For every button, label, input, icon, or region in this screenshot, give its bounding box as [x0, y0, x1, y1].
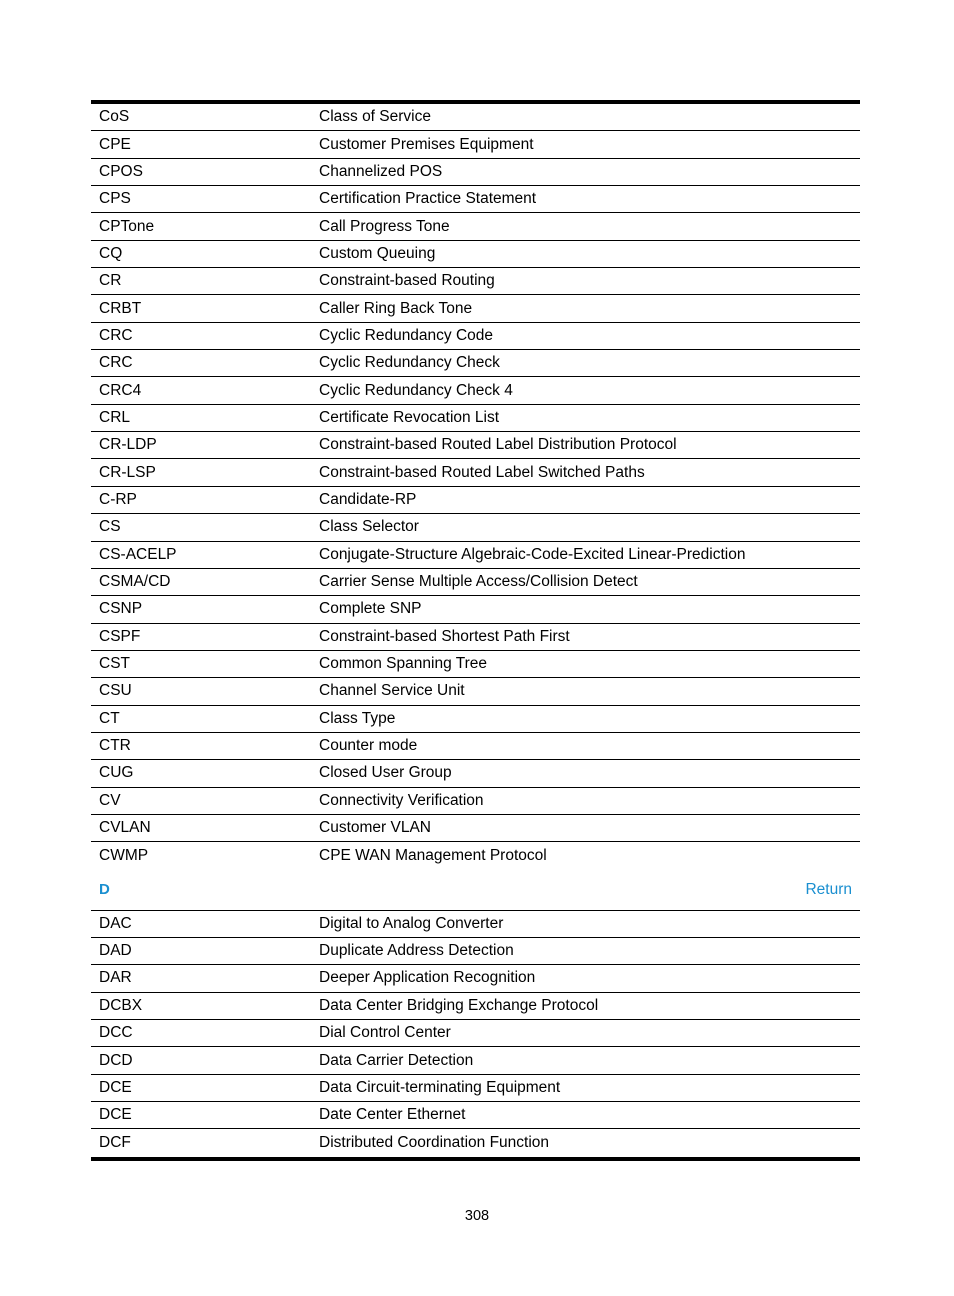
- table-row: [91, 596, 860, 623]
- table-row: [91, 377, 860, 404]
- acronym-cell: DCC: [99, 1024, 133, 1042]
- table-row: [91, 733, 860, 760]
- acronym-cell: CSPF: [99, 627, 141, 645]
- table-row: [91, 993, 860, 1020]
- table-row: [91, 241, 860, 268]
- table-row: [91, 131, 860, 158]
- acronym-cell: DAD: [99, 942, 132, 960]
- definition-cell: Customer VLAN: [319, 819, 431, 837]
- acronym-cell: DCE: [99, 1106, 132, 1124]
- definition-cell: Call Progress Tone: [319, 217, 450, 235]
- return-link[interactable]: Return: [805, 880, 852, 898]
- table-row: [91, 760, 860, 787]
- acronym-cell: CV: [99, 791, 121, 809]
- table-row: [91, 938, 860, 965]
- acronym-cell: CS: [99, 518, 121, 536]
- table-row: [91, 788, 860, 815]
- definition-cell: CPE WAN Management Protocol: [319, 846, 547, 864]
- acronym-cell: C-RP: [99, 490, 137, 508]
- acronym-cell: DCBX: [99, 996, 143, 1014]
- table-row: [91, 1020, 860, 1047]
- table-row: [91, 569, 860, 596]
- definition-cell: Dial Control Center: [319, 1024, 451, 1042]
- table-row: [91, 159, 860, 186]
- definition-cell: Distributed Coordination Function: [319, 1134, 550, 1152]
- acronym-cell: DAC: [99, 914, 132, 932]
- acronym-group-c: [91, 104, 860, 870]
- acronym-cell: CSU: [99, 682, 132, 700]
- section-header-d: [91, 870, 860, 911]
- definition-cell: Common Spanning Tree: [319, 655, 488, 673]
- table-row: [91, 487, 860, 514]
- definition-cell: Channelized POS: [319, 162, 443, 180]
- acronym-cell: CVLAN: [99, 819, 151, 837]
- acronym-cell: DCE: [99, 1078, 132, 1096]
- definition-cell: Constraint-based Routing: [319, 272, 495, 290]
- acronym-cell: CR-LDP: [99, 436, 157, 454]
- definition-cell: Channel Service Unit: [319, 682, 465, 700]
- table-row: [91, 459, 860, 486]
- acronym-cell: DCF: [99, 1134, 131, 1152]
- definition-cell: Constraint-based Shortest Path First: [319, 627, 570, 645]
- acronym-cell: CPTone: [99, 217, 155, 235]
- table-row: [91, 1075, 860, 1102]
- acronym-cell: CUG: [99, 764, 134, 782]
- definition-cell: Class Type: [319, 709, 396, 727]
- definition-cell: Class of Service: [319, 108, 431, 126]
- page-number: 308: [464, 1208, 490, 1224]
- definition-cell: Data Carrier Detection: [319, 1051, 474, 1069]
- table-row: [91, 104, 860, 131]
- acronym-cell: CPS: [99, 190, 131, 208]
- table-row: [91, 1102, 860, 1129]
- table-row: [91, 405, 860, 432]
- table-row: [91, 706, 860, 733]
- definition-cell: Duplicate Address Detection: [319, 942, 514, 960]
- table-row: [91, 678, 860, 705]
- acronym-cell: CRC4: [99, 381, 142, 399]
- acronym-cell: CT: [99, 709, 120, 727]
- acronym-cell: CRBT: [99, 299, 142, 317]
- definition-cell: Constraint-based Routed Label Switched Paths: [319, 463, 645, 481]
- section-letter: D: [99, 881, 110, 899]
- definition-cell: Connectivity Verification: [319, 791, 484, 809]
- definition-cell: Customer Premises Equipment: [319, 135, 534, 153]
- table-row: [91, 542, 860, 569]
- acronym-cell: CoS: [99, 108, 130, 126]
- table-row: [91, 350, 860, 377]
- table-row: [91, 1129, 860, 1156]
- definition-cell: Counter mode: [319, 737, 418, 755]
- definition-cell: Deeper Application Recognition: [319, 969, 536, 987]
- definition-cell: Complete SNP: [319, 600, 422, 618]
- table-row: [91, 911, 860, 938]
- table-row: [91, 842, 860, 869]
- definition-cell: Conjugate-Structure Algebraic-Code-Excited Linear-Prediction: [319, 545, 746, 563]
- acronym-cell: CR-LSP: [99, 463, 156, 481]
- acronym-cell: CSNP: [99, 600, 143, 618]
- acronym-cell: CQ: [99, 244, 123, 262]
- acronym-cell: CRC: [99, 354, 133, 372]
- acronym-group-d: [91, 911, 860, 1157]
- definition-cell: Data Center Bridging Exchange Protocol: [319, 996, 599, 1014]
- table-row: [91, 432, 860, 459]
- table-row: [91, 1047, 860, 1074]
- acronym-table: [91, 100, 860, 1161]
- definition-cell: Date Center Ethernet: [319, 1106, 466, 1124]
- table-row: [91, 651, 860, 678]
- acronym-cell: CST: [99, 655, 130, 673]
- table-row: [91, 186, 860, 213]
- table-row: [91, 268, 860, 295]
- definition-cell: Candidate-RP: [319, 490, 417, 508]
- definition-cell: Class Selector: [319, 518, 419, 536]
- table-row: [91, 965, 860, 992]
- table-row: [91, 624, 860, 651]
- acronym-cell: CRC: [99, 326, 133, 344]
- definition-cell: Certificate Revocation List: [319, 408, 500, 426]
- acronym-cell: CRL: [99, 408, 131, 426]
- acronym-cell: DAR: [99, 969, 132, 987]
- table-row: [91, 213, 860, 240]
- acronym-cell: DCD: [99, 1051, 133, 1069]
- definition-cell: Constraint-based Routed Label Distribution Protocol: [319, 436, 677, 454]
- table-row: [91, 815, 860, 842]
- table-row: [91, 514, 860, 541]
- definition-cell: Custom Queuing: [319, 244, 436, 262]
- acronym-cell: CPE: [99, 135, 131, 153]
- acronym-cell: CTR: [99, 737, 131, 755]
- definition-cell: Cyclic Redundancy Check: [319, 354, 500, 372]
- definition-cell: Caller Ring Back Tone: [319, 299, 473, 317]
- acronym-cell: CWMP: [99, 846, 149, 864]
- definition-cell: Closed User Group: [319, 764, 452, 782]
- acronym-cell: CS-ACELP: [99, 545, 177, 563]
- acronym-cell: CSMA/CD: [99, 573, 171, 591]
- definition-cell: Certification Practice Statement: [319, 190, 537, 208]
- definition-cell: Carrier Sense Multiple Access/Collision Detect: [319, 573, 638, 591]
- definition-cell: Data Circuit-terminating Equipment: [319, 1078, 561, 1096]
- acronym-cell: CR: [99, 272, 122, 290]
- table-row: [91, 323, 860, 350]
- acronym-cell: CPOS: [99, 162, 143, 180]
- definition-cell: Digital to Analog Converter: [319, 914, 504, 932]
- table-row: [91, 295, 860, 322]
- definition-cell: Cyclic Redundancy Code: [319, 326, 494, 344]
- definition-cell: Cyclic Redundancy Check 4: [319, 381, 513, 399]
